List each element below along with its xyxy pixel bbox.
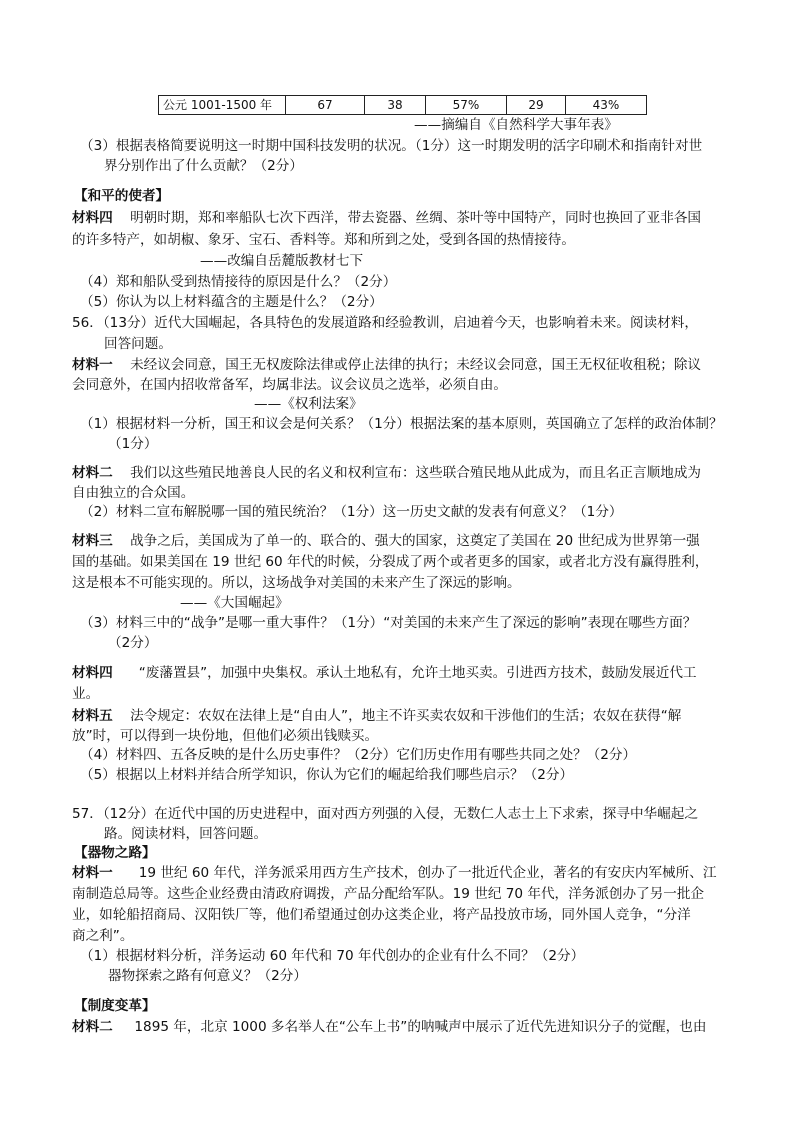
paragraph-line: 商之利”。 <box>72 928 134 944</box>
material-label: 材料一 <box>72 865 113 881</box>
paragraph-line: 自由独立的合众国。 <box>72 485 195 501</box>
table-cell: 57% <box>426 96 507 115</box>
paragraph-line: 业。 <box>72 686 100 702</box>
source-citation: ——改编自岳麓版教材七下 <box>200 253 364 269</box>
section-heading: 【器物之路】 <box>74 845 156 861</box>
paragraph-line: 的许多特产，如胡椒、象牙、宝石、香料等。郑和所到之处，受到各国的热情接待。 <box>72 232 575 248</box>
table-row <box>159 96 647 115</box>
question-line: （4）材料四、五各反映的是什么历史事件？（2分）它们历史作用有哪些共同之处？（2分） <box>80 747 637 763</box>
paragraph-line: 会同意外，在国内招收常备军，均属非法。议会议员之选举，必须自由。 <box>72 377 507 393</box>
section-heading: 【制度变革】 <box>74 998 156 1014</box>
table-cell: 公元 1001-1500 年 <box>159 96 286 115</box>
paragraph-line <box>72 706 681 726</box>
question-line: （2）材料二宣布解脱哪一国的殖民统治？（1分）这一历史文献的发表有何意义？（1分） <box>80 504 623 520</box>
question-line: 56．（13分）近代大国崛起，各具特色的发展道路和经验教训，启迪着今天，也影响着未来。阅读材料， <box>72 315 698 331</box>
paragraph-line: 业，如轮船招商局、汉阳铁厂等，他们希望通过创办这类企业，将产品投放市场，同外国人竞争，“分洋 <box>72 907 691 923</box>
section-heading: 【和平的使者】 <box>74 188 170 204</box>
source-citation: ——摘编自《自然科学大事年表》 <box>414 117 618 133</box>
paragraph-line <box>72 663 697 683</box>
question-line: （3）材料三中的“战争”是哪一重大事件？（1分）“对美国的未来产生了深远的影响”表现在哪些方面？ <box>80 615 697 631</box>
question-line: （1分） <box>108 436 158 452</box>
paragraph-line <box>72 1017 706 1037</box>
data-table <box>158 95 647 115</box>
question-line: （4）郑和船队受到热情接待的原因是什么？（2分） <box>80 274 397 290</box>
material-label: 材料一 <box>72 357 113 373</box>
table-cell: 29 <box>507 96 566 115</box>
table-cell: 67 <box>286 96 365 115</box>
question-line: （5）根据以上材料并结合所学知识，你认为它们的崛起给我们哪些启示？（2分） <box>80 767 574 783</box>
paragraph-line: 放”时，可以得到一块份地，但他们必须出钱赎买。 <box>72 728 379 744</box>
paragraph-text: 未经议会同意，国王无权废除法律或停止法律的执行；未经议会同意，国王无权征收租税；除议 <box>130 357 702 373</box>
paragraph-text: 我们以这些殖民地善良人民的名义和权利宣布：这些联合殖民地从此成为，而且名正言顺地成为 <box>130 465 702 481</box>
question-line: 回答问题。 <box>104 336 172 352</box>
question-line: （3）根据表格简要说明这一时期中国科技发明的状况。（1分）这一时期发明的活字印刷术和指南针对世 <box>80 138 703 154</box>
question-line: （5）你认为以上材料蕴含的主题是什么？（2分） <box>80 294 383 310</box>
source-citation: ——《权利法案》 <box>254 396 363 412</box>
source-citation: ——《大国崛起》 <box>180 595 289 611</box>
question-line: 器物探索之路有何意义？（2分） <box>108 968 307 984</box>
table-cell: 43% <box>566 96 647 115</box>
paragraph-line: 这是根本不可能实现的。所以，这场战争对美国的未来产生了深远的影响。 <box>72 575 521 591</box>
paragraph-line <box>72 863 716 883</box>
paragraph-line <box>72 208 701 228</box>
material-label: 材料四 <box>72 665 113 681</box>
paragraph-line: 国的基础。如果美国在 19 世纪 60 年代的时候，分裂成了两个或者更多的国家，或者北方没有赢得胜利， <box>72 554 709 570</box>
material-label: 材料二 <box>72 465 113 481</box>
question-line: 界分别作出了什么贡献？（2分） <box>104 158 303 174</box>
question-line: （1）根据材料分析，洋务运动 60 年代和 70 年代创办的企业有什么不同？（2分） <box>80 948 585 964</box>
paragraph-text: 明朝时期，郑和率船队七次下西洋，带去瓷器、丝绸、茶叶等中国特产，同时也换回了亚非各国 <box>130 210 702 226</box>
paragraph-line <box>72 463 701 483</box>
paragraph-text: 战争之后，美国成为了单一的、联合的、强大的国家，这奠定了美国在 20 世纪成为世界第一强 <box>130 533 700 549</box>
material-label: 材料二 <box>72 1019 113 1035</box>
question-line: （2分） <box>108 635 158 651</box>
material-label: 材料三 <box>72 533 113 549</box>
paragraph-text: 1895 年，北京 1000 多名举人在“公车上书”的呐喊声中展示了近代先进知识分子的觉醒，也由 <box>134 1019 707 1035</box>
paragraph-line <box>72 355 701 375</box>
material-label: 材料四 <box>72 210 113 226</box>
question-line: 57．（12分）在近代中国的历史进程中，面对西方列强的入侵，无数仁人志士上下求索，探寻中华崛起之 <box>72 806 698 822</box>
paragraph-text: 法令规定：农奴在法律上是“自由人”，地主不许买卖农奴和干涉他们的生活；农奴在获得“解 <box>130 708 682 724</box>
table-cell: 38 <box>365 96 426 115</box>
paragraph-line: 南制造总局等。这些企业经费由清政府调拨，产品分配给军队。19 世纪 70 年代，洋务派创办了另一批企 <box>72 886 705 902</box>
material-label: 材料五 <box>72 708 113 724</box>
paragraph-line <box>72 531 700 551</box>
paragraph-text: “废藩置县”，加强中央集权。承认土地私有，允许土地买卖。引进西方技术，鼓励发展近代工 <box>138 665 697 681</box>
question-line: （1）根据材料一分析，国王和议会是何关系？（1分）根据法案的基本原则，英国确立了怎样的政治体制？ <box>80 416 723 432</box>
paragraph-text: 19 世纪 60 年代，洋务派采用西方生产技术，创办了一批近代企业，著名的有安庆内军械所、江 <box>138 865 717 881</box>
question-line: 路。阅读材料，回答问题。 <box>104 826 268 842</box>
